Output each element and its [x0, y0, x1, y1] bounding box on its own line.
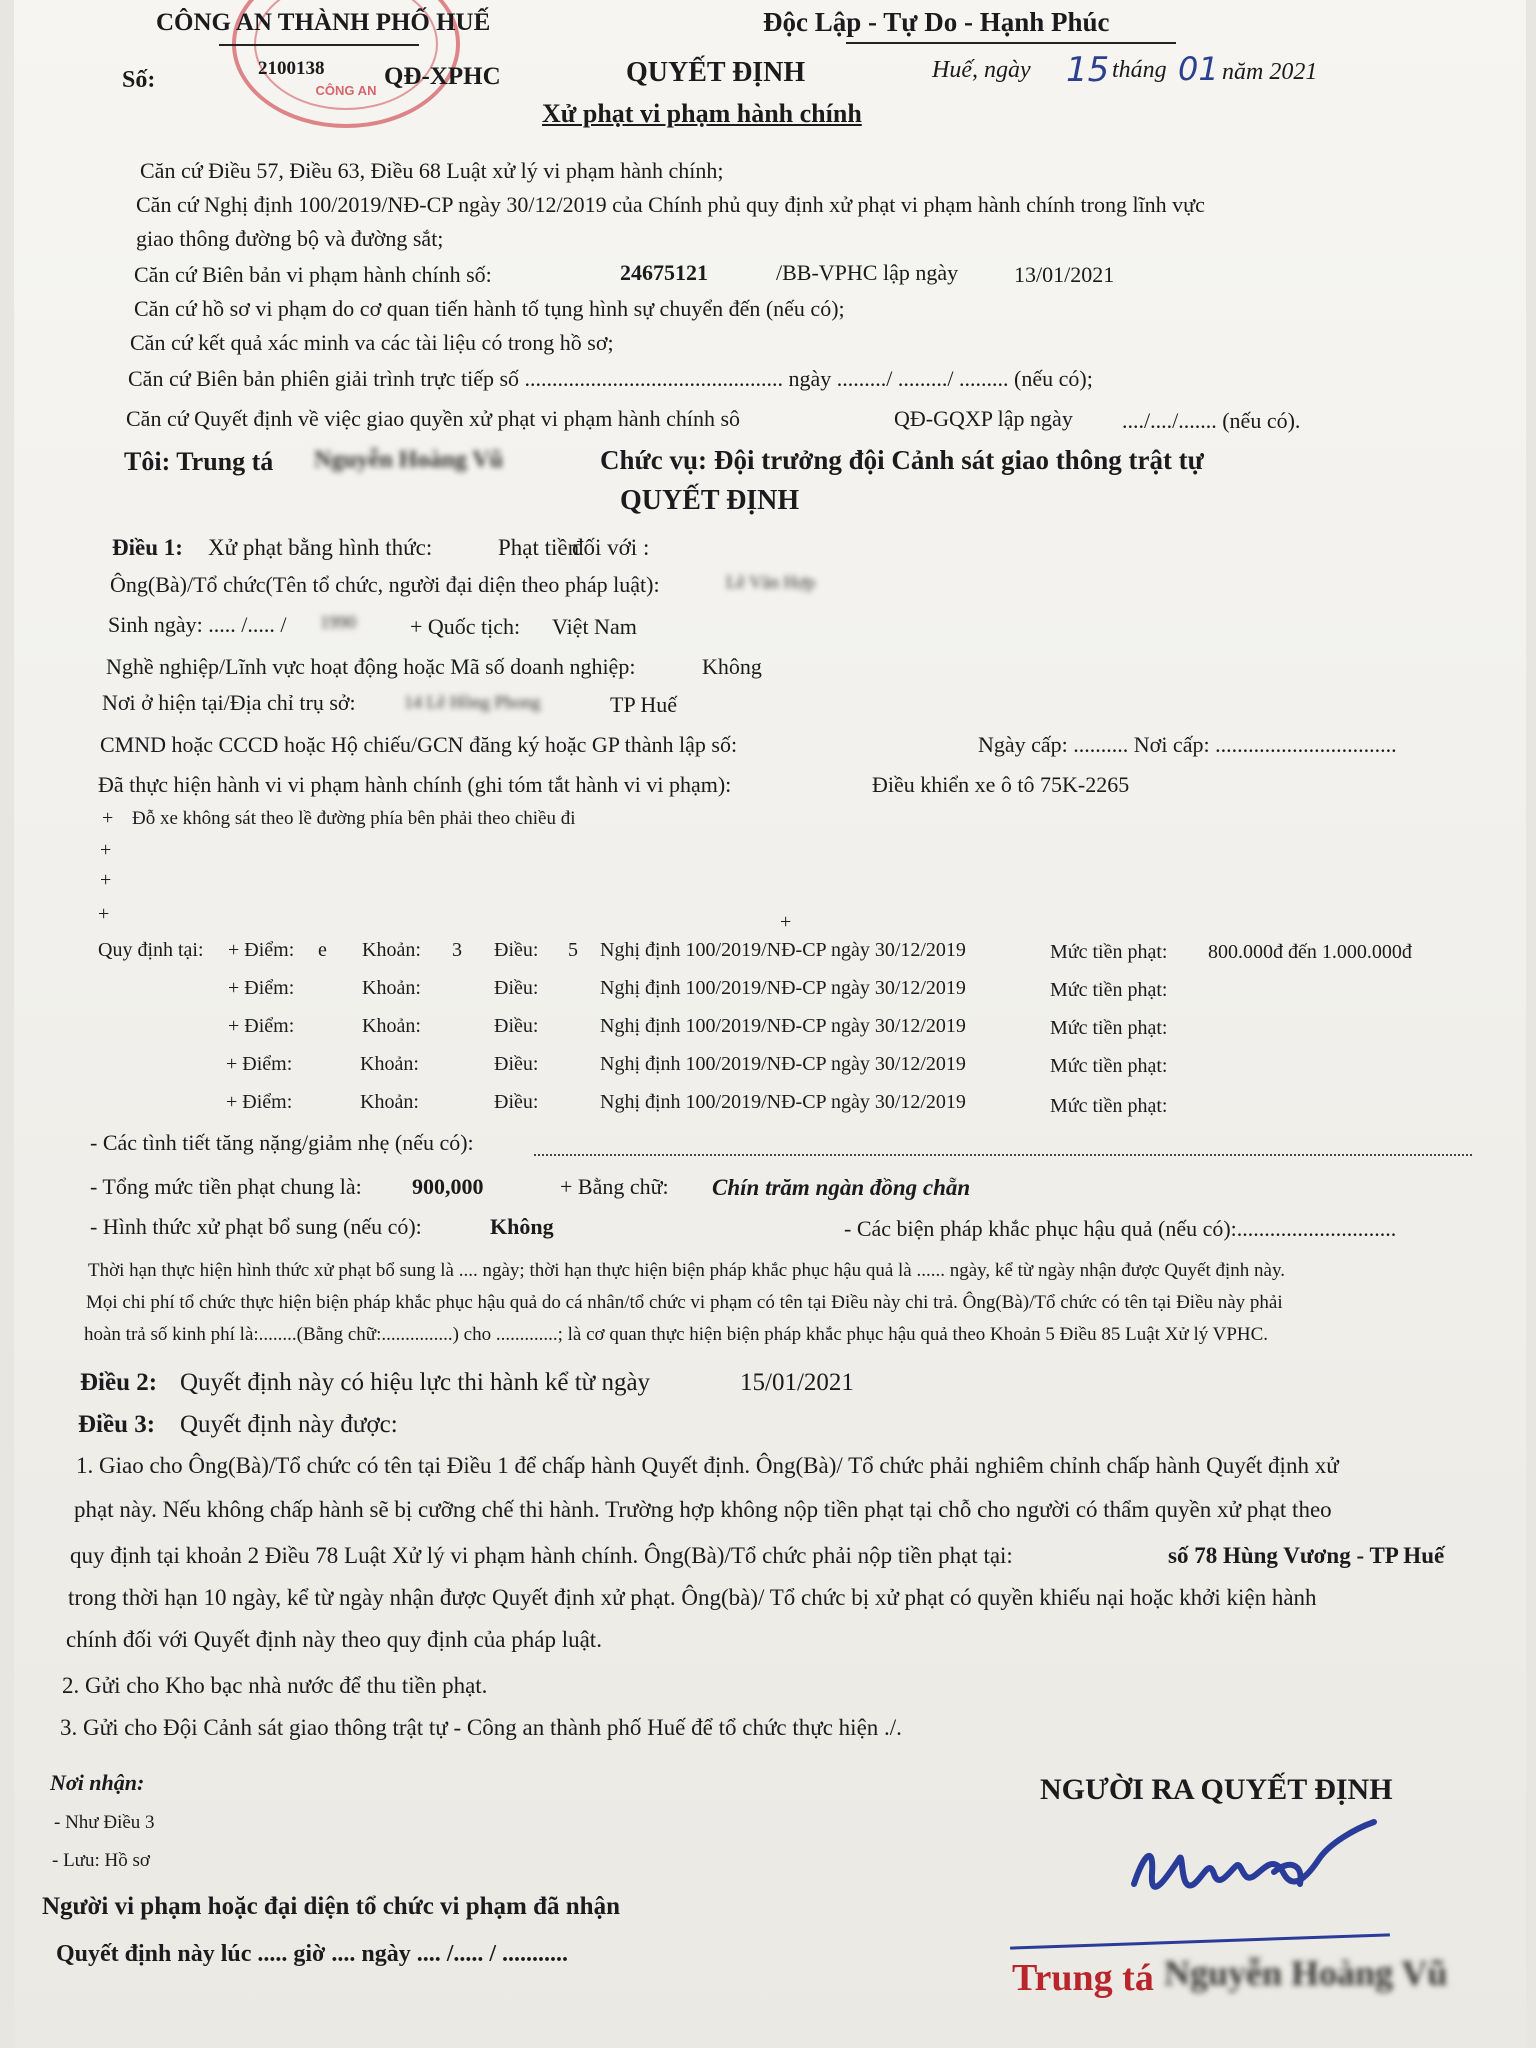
address-label: Nơi ở hiện tại/Địa chỉ trụ sở: — [102, 690, 356, 715]
total-fine-label: - Tổng mức tiền phạt chung là: — [90, 1174, 362, 1199]
additional-penalty-value: Không — [490, 1214, 554, 1239]
decision-number: 2100138 — [258, 58, 325, 79]
article-2-title: Điều 2: — [80, 1369, 158, 1396]
official-stamp: CÔNG AN — [232, 0, 460, 128]
aggravating-label: - Các tình tiết tăng nặng/giảm nhẹ (nếu có): — [90, 1130, 474, 1155]
basis-line-3-label: Căn cứ Biên bản vi phạm hành chính số: — [134, 262, 492, 287]
official-name-redacted: Nguyễn Hoàng Vũ — [314, 447, 503, 473]
cost-paragraph-1: Mọi chi phí tổ chức thực hiện biện pháp khắc phục hậu quả do cá nhân/tổ chức vi phạm có tên tại Điều này chi trả. Ông(Bà)/Tổ chức có tên tại Điều này phải — [86, 1292, 1283, 1313]
payment-place: số 78 Hùng Vương - TP Huế — [1168, 1543, 1445, 1568]
id-document-label: CMND hoặc CCCD hoặc Hộ chiếu/GCN đăng ký hoặc GP thành lập số: — [100, 732, 738, 757]
handwritten-signature — [1124, 1814, 1384, 1924]
handwritten-day: 15 — [1066, 50, 1110, 90]
article-3-item-1-line-1: 1. Giao cho Ông(Bà)/Tổ chức có tên tại Điều 1 để chấp hành Quyết định. Ông(Bà)/ Tổ chức phải nghiêm chỉnh chấp hành Quyết định xử — [76, 1453, 1339, 1478]
additional-penalty-label: - Hình thức xử phạt bổ sung (nếu có): — [90, 1214, 422, 1239]
violation-record-date: 13/01/2021 — [1014, 262, 1115, 287]
occupation-value: Không — [702, 654, 762, 679]
violator-label: Ông(Bà)/Tổ chức(Tên tổ chức, người đại diện theo pháp luật): — [110, 572, 660, 597]
aggravating-dotted-line — [534, 1154, 1472, 1156]
regulations-label: Quy định tại: — [98, 939, 204, 961]
nationality-value: Việt Nam — [552, 614, 637, 639]
detail-bullet-3: + — [100, 869, 112, 891]
cost-paragraph-2: hoàn trả số kinh phí là:........(Bằng chữ:...............) cho .............; là cơ quan thực hiện biện pháp khắc phục hậu quả theo Khoản 5 Điều 85 Luật Xử lý VPHC. — [84, 1324, 1269, 1345]
article-3-item-2: 2. Gửi cho Kho bạc nhà nước để thu tiền phạt. — [62, 1673, 488, 1698]
violator-name-redacted: Lê Văn Hợp — [726, 572, 816, 592]
acknowledgement-line-1: Người vi phạm hoặc đại diện tổ chức vi phạm đã nhận — [42, 1893, 620, 1920]
national-motto: Độc Lập - Tự Do - Hạnh Phúc — [763, 7, 1110, 37]
basis-line-1: Căn cứ Điều 57, Điều 63, Điều 68 Luật xử lý vi phạm hành chính; — [140, 158, 724, 183]
penalty-toward: đối với : — [572, 535, 650, 560]
occupation-label: Nghề nghiệp/Lĩnh vực hoạt động hoặc Mã số doanh nghiệp: — [106, 654, 636, 679]
official-position-label: Chức vụ: — [600, 445, 707, 475]
violation-summary-label: Đã thực hiện hành vi vi phạm hành chính (ghi tóm tắt hành vi vi phạm): — [98, 772, 732, 797]
address-redacted: 14 Lê Hồng Phong — [404, 692, 541, 712]
signature-underline — [1010, 1933, 1390, 1949]
decision-number-suffix: QĐ-XPHC — [384, 63, 501, 90]
detail-bullet-5: + — [780, 911, 792, 933]
deadline-paragraph: Thời hạn thực hiện hình thức xử phạt bổ sung là .... ngày; thời hạn thực hiện biện pháp khắc phục hậu quả là ...... ngày, kể từ ngày nhận được Quyết định này. — [88, 1260, 1285, 1281]
acknowledgement-line-2: Quyết định này lúc ..... giờ .... ngày .... /..... / ........... — [56, 1941, 569, 1967]
agency-name: CÔNG AN THÀNH PHỐ HUẾ — [156, 9, 491, 36]
decision-subtitle: Xử phạt vi phạm hành chính — [542, 99, 862, 128]
recipient-2: - Lưu: Hồ sơ — [52, 1850, 150, 1871]
signer-rank: Trung tá — [1012, 1957, 1154, 1999]
place-date-prefix: Huế, ngày — [932, 57, 1031, 83]
basis-line-7-label: Căn cứ Quyết định về việc giao quyền xử phạt vi phạm hành chính sô — [126, 406, 741, 431]
detail-bullet-2: + — [100, 839, 112, 861]
decision-heading: QUYẾT ĐỊNH — [626, 57, 806, 88]
amount-words-label: + Bằng chữ: — [560, 1174, 669, 1199]
total-fine-value: 900,000 — [412, 1174, 484, 1199]
article-2-text: Quyết định này có hiệu lực thi hành kể từ ngày — [180, 1369, 651, 1396]
penalty-form-value: Phạt tiền — [498, 535, 580, 560]
year-label: năm 2021 — [1222, 59, 1318, 85]
remedy-label: - Các biện pháp khắc phục hậu quả (nếu có):............................. — [844, 1216, 1397, 1241]
agency-underline — [219, 44, 419, 46]
id-issue-info: Ngày cấp: .......... Nơi cấp: ................................. — [978, 732, 1397, 757]
decision-number-label: Số: — [122, 67, 156, 93]
motto-underline — [846, 42, 1176, 44]
handwritten-month: 01 — [1178, 50, 1219, 88]
article-3-text: Quyết định này được: — [180, 1411, 398, 1438]
recipients-heading: Nơi nhận: — [50, 1770, 145, 1795]
basis-line-2: Căn cứ Nghị định 100/2019/NĐ-CP ngày 30/12/2019 của Chính phủ quy định xử phạt vi phạm hành chính trong lĩnh vực — [136, 192, 1205, 217]
violation-record-suffix: /BB-VPHC lập ngày — [776, 260, 959, 285]
effective-date: 15/01/2021 — [740, 1369, 854, 1396]
violation-detail-1: Đỗ xe không sát theo lề đường phía bên phải theo chiều đi — [132, 808, 576, 829]
article-3-item-1-line-4: trong thời hạn 10 ngày, kể từ ngày nhận được Quyết định xử phạt. Ông(bà)/ Tổ chức bị xử phạt có quyền khiếu nại hoặc khởi kiện hành — [68, 1585, 1317, 1610]
violation-record-number: 24675121 — [620, 260, 708, 285]
document-page: CÔNG AN CÔNG AN THÀNH PHỐ HUẾ Độc Lập - Tự Do - Hạnh Phúc Số: 2100138 QĐ-XPHC QUYẾT ĐỊNH Huế, ngày 15 tháng 01 năm 2021 Xử phạt vi phạm hành chính Căn cứ Điều 57, Điều 63, Điều 68 Luật xử lý vi phạm hành chính; Căn cứ Nghị định 100/2019/NĐ-CP ngày 30/12/2019 của Chính phủ quy định xử phạt vi phạm hành chính trong lĩnh vực giao thông đường bộ và đường sắt; Căn cứ Biên bản vi phạm hành chính số: 24675121 /BB-VPHC lập ngày 13/01/2021 Căn cứ hồ sơ vi phạm do cơ quan tiến hành tố tụng hình sự chuyển đến (nếu có); Căn cứ kết quả xác minh va các tài liệu có trong hồ sơ; Căn cứ Biên bản phiên giải trình trực tiếp số ............................................... ngày ........./ ........./ ......... (nếu có); Căn cứ Quyết định về việc giao quyền xử phạt vi phạm hành chính sô QĐ-GQXP lập ngày ..../..../....... (nếu có). Tôi: Trung tá Nguyễn Hoàng Vũ Chức vụ: Đội trưởng đội Cảnh sát giao thông trật tự QUYẾT ĐỊNH Điều 1: Xử phạt bằng hình thức: Phạt tiền đối với : Ông(Bà)/Tổ chức(Tên tổ chức, người đại diện theo pháp luật): Lê Văn Hợp Sinh ngày: ..... /..... / 1990 + Quốc tịch: Việt Nam Nghề nghiệp/Lĩnh vực hoạt động hoặc Mã số doanh nghiệp: Không Nơi ở hiện tại/Địa chỉ trụ sở: 14 Lê Hồng Phong TP Huế CMND hoặc CCCD hoặc Hộ chiếu/GCN đăng ký hoặc GP thành lập số: Ngày cấp: .......... Nơi cấp: ................................. Đã thực hiện hành vi vi phạm hành chính (ghi tóm tắt hành vi vi phạm): Điều khiển xe ô tô 75K-2265 + Đỗ xe không sát theo lề đường phía bên phải theo chiều đi + + + + Quy định tại: + Điểm: e Khoản: 3 Điều: 5 Nghị định 100/2019/NĐ-CP ngày 30/12/2019 Mức tiền phạt: 800.000đ đến 1.000.000đ + Điểm: Khoản: Điều: Nghị định 100/2019/NĐ-CP ngày 30/12/2019 Mức tiền phạt: + Điểm: Khoản: Điều: Nghị định 100/2019/NĐ-CP ngày 30/12/2019 Mức tiền phạt: + Điểm: Khoản: Điều: Nghị định 100/2019/NĐ-CP ngày 30/12/2019 Mức tiền phạt: + Điểm: Khoản: Điều: Nghị định 100/2019/NĐ-CP ngày 30/12/2019 Mức tiền phạt: - Các tình tiết tăng nặng/giảm nhẹ (nếu có): - Tổng mức tiền phạt chung là: 900,000 + Bằng chữ: Chín trăm ngàn đồng chẵn - Hình thức xử phạt bổ sung (nếu có): Không - Các biện pháp khắc phục hậu quả (nếu có):............................. Thời hạn thực hiện hình thức xử phạt bổ sung là .... ngày; thời hạn thực hiện biện pháp khắc phục hậu quả là ...... ngày, kể từ ngày nhận được Quyết định này. Mọi chi phí tổ chức thực hiện biện pháp khắc phục hậu quả do cá nhân/tổ chức vi phạm có tên tại Điều này chi trả. Ông(Bà)/Tổ chức có tên tại Điều này phải hoàn trả số kinh phí là:........(Bằng chữ:...............) cho .............; là cơ quan thực hiện biện pháp khắc phục hậu quả theo Khoản 5 Điều 85 Luật Xử lý VPHC. Điều 2: Quyết định này có hiệu lực thi hành kể từ ngày 15/01/2021 Điều 3: Quyết định này được: 1. Giao cho Ông(Bà)/Tổ chức có tên tại Điều 1 để chấp hành Quyết định. Ông(Bà)/ Tổ chức phải nghiêm chỉnh chấp hành Quyết định xử phạt này. Nếu không chấp hành sẽ bị cưỡng chế thi hành. Trường hợp không nộp tiền phạt tại chỗ cho người có thẩm quyền xử phạt theo quy định tại khoản 2 Điều 78 Luật Xử lý vi phạm hành chính. Ông(Bà)/Tổ chức phải nộp tiền phạt tại: số 78 Hùng Vương - TP Huế trong thời hạn 10 ngày, kể từ ngày nhận được Quyết định xử phạt. Ông(bà)/ Tổ chức bị xử phạt có quyền khiếu nại hoặc khởi kiện hành chính đối với Quyết định này theo quy định của pháp luật. 2. Gửi cho Kho bạc nhà nước để thu tiền phạt. 3. Gửi cho Đội Cảnh sát giao thông trật tự - Công an thành phố Huế để tổ chức thực hiện ./. Nơi nhận: - Như Điều 3 - Lưu: Hồ sơ Người vi phạm hoặc đại diện tổ chức vi phạm đã nhận Quyết định này lúc ..... giờ .... ngày .... /..... / ........... NGƯỜI RA QUYẾT ĐỊNH Trung tá Nguyễn Hoàng Vũ — [14, 0, 1526, 2048]
article-3-item-3: 3. Gửi cho Đội Cảnh sát giao thông trật tự - Công an thành phố Huế để tổ chức thực hiện ./. — [60, 1715, 902, 1740]
basis-line-6: Căn cứ Biên bản phiên giải trình trực tiếp số ............................................... ngày ........./ ........./ ......... (nếu có); — [128, 366, 1093, 391]
article-3-item-1-line-2: phạt này. Nếu không chấp hành sẽ bị cưỡng chế thi hành. Trường hợp không nộp tiền phạt tại chỗ cho người có thẩm quyền xử phạt theo — [74, 1497, 1332, 1522]
article-1-title: Điều 1: — [112, 535, 183, 560]
basis-line-7-tail: ..../..../....... (nếu có). — [1122, 408, 1301, 433]
signer-name-redacted: Nguyễn Hoàng Vũ — [1164, 1953, 1448, 1993]
detail-bullet-4: + — [98, 903, 110, 925]
basis-line-4: Căn cứ hồ sơ vi phạm do cơ quan tiến hành tố tụng hình sự chuyển đến (nếu có); — [134, 296, 845, 321]
month-label: tháng — [1112, 57, 1167, 83]
violation-summary-value: Điều khiển xe ô tô 75K-2265 — [872, 772, 1130, 797]
address-city: TP Huế — [610, 692, 678, 717]
article-3-item-1-line-5: chính đối với Quyết định này theo quy định của pháp luật. — [66, 1627, 602, 1652]
article-3-title: Điều 3: — [78, 1411, 156, 1438]
article-3-item-1-line-3: quy định tại khoản 2 Điều 78 Luật Xử lý vi phạm hành chính. Ông(Bà)/Tổ chức phải nộp tiền phạt tại: — [70, 1543, 1013, 1568]
recipient-1: - Như Điều 3 — [54, 1812, 155, 1833]
basis-line-5: Căn cứ kết quả xác minh va các tài liệu có trong hồ sơ; — [130, 330, 614, 355]
official-label: Tôi: Trung tá — [124, 447, 274, 476]
detail-bullet-1: + — [102, 807, 114, 829]
official-position: Đội trưởng đội Cảnh sát giao thông trật tự — [714, 445, 1204, 475]
basis-line-7-code: QĐ-GQXP lập ngày — [894, 406, 1073, 431]
signer-title: NGƯỜI RA QUYẾT ĐỊNH — [1040, 1773, 1393, 1806]
amount-words-value: Chín trăm ngàn đồng chẵn — [712, 1175, 971, 1200]
dob-year-redacted: 1990 — [320, 612, 356, 632]
nationality-label: + Quốc tịch: — [410, 614, 521, 639]
decide-heading: QUYẾT ĐỊNH — [620, 485, 800, 516]
basis-line-2b: giao thông đường bộ và đường sắt; — [136, 226, 444, 251]
dob-label: Sinh ngày: ..... /..... / — [108, 612, 287, 637]
penalty-form-label: Xử phạt bằng hình thức: — [208, 535, 433, 560]
